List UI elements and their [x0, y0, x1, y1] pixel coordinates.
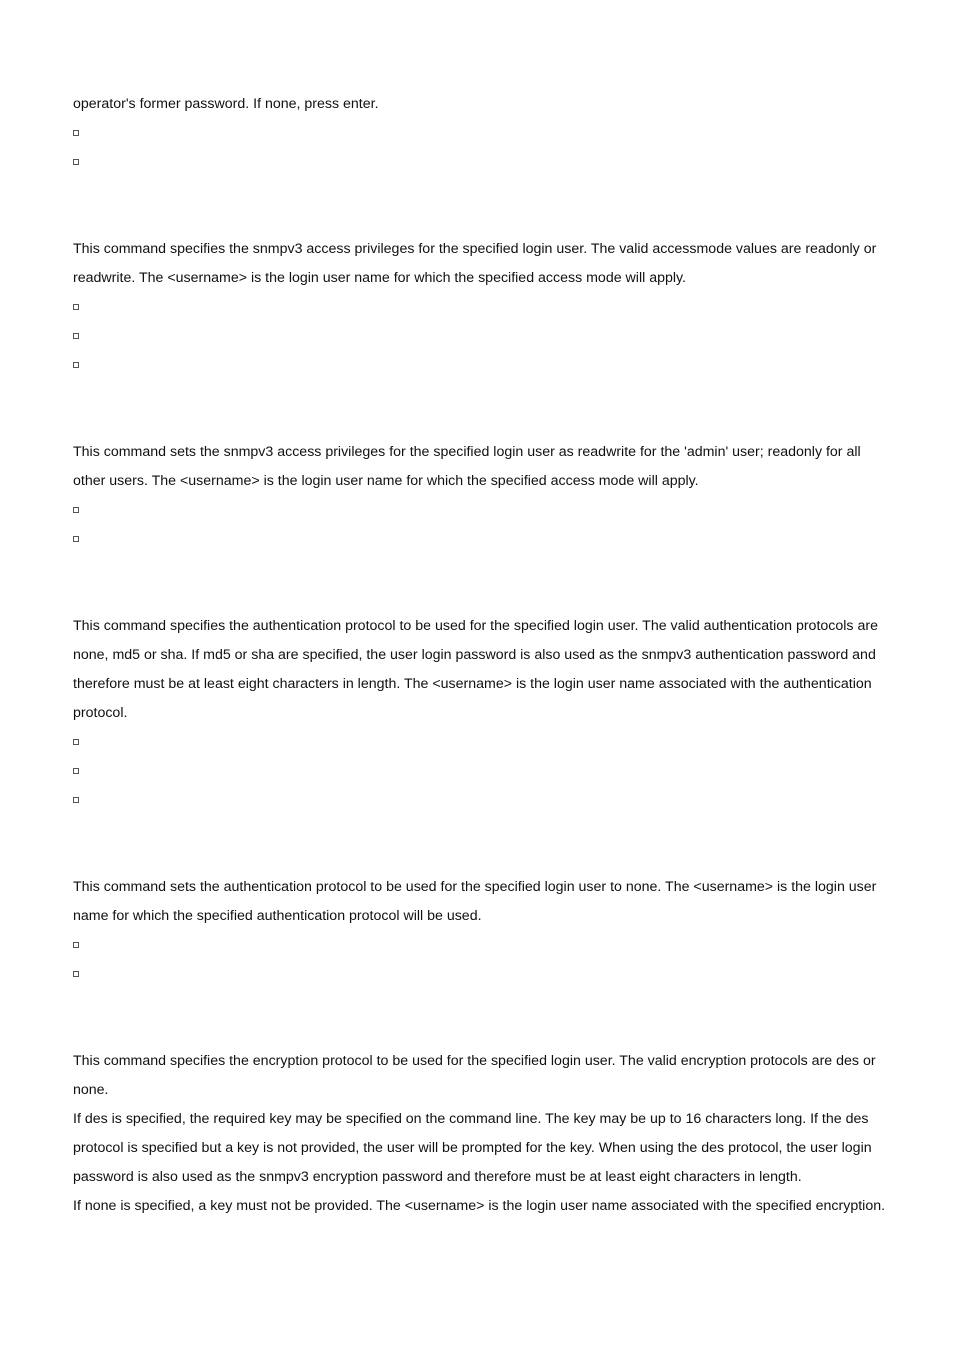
intro-paragraph: operator's former password. If none, press enter. [73, 96, 379, 112]
bullet-icon [73, 536, 79, 542]
bullet-icon [73, 768, 79, 774]
section-spacer [73, 989, 888, 1047]
list-item [73, 960, 888, 989]
bullet-icon [73, 507, 79, 513]
section-paragraph: This command specifies the encryption protocol to be used for the specified login user. The valid encryption protocols are des or none. [73, 1053, 876, 1098]
bullet-icon [73, 362, 79, 368]
bullet-icon [73, 942, 79, 948]
list-item [73, 786, 888, 815]
list-item [73, 496, 888, 525]
list-item [73, 148, 888, 177]
bullet-icon [73, 971, 79, 977]
section-paragraph: This command specifies the authentication protocol to be used for the specified login user. The valid authentication protocols are none, md5 or sha. If md5 or sha are specified, the user login password is also used as the snmpv3 authentication password and therefore must be at least eight characters in length. The <username> is the login user name associated with the authentication protocol. [73, 618, 878, 721]
list-item [73, 293, 888, 322]
section-spacer [73, 554, 888, 612]
bullet-icon [73, 159, 79, 165]
section-paragraph: This command sets the authentication protocol to be used for the specified login user to none. The <username> is the login user name for which the specified authentication protocol will be used. [73, 879, 877, 924]
section-spacer [73, 380, 888, 438]
bullet-icon [73, 797, 79, 803]
bullet-icon [73, 739, 79, 745]
list-item [73, 525, 888, 554]
section-paragraph: This command specifies the snmpv3 access privileges for the specified login user. The valid accessmode values are readonly or readwrite. The <username> is the login user name for which the specified access mode will apply. [73, 241, 877, 286]
bullet-icon [73, 130, 79, 136]
list-item [73, 119, 888, 148]
section-spacer [73, 815, 888, 873]
bullet-icon [73, 304, 79, 310]
section-paragraph: This command sets the snmpv3 access privileges for the specified login user as readwrite for the 'admin' user; readonly for all other users. The <username> is the login user name for which the specified access mode will apply. [73, 444, 861, 489]
list-item [73, 757, 888, 786]
document-page [73, 90, 888, 1221]
bullet-icon [73, 333, 79, 339]
section-spacer [73, 177, 888, 235]
section-paragraph: If none is specified, a key must not be provided. The <username> is the login user name associated with the specified encryption. [73, 1198, 886, 1214]
list-item [73, 351, 888, 380]
section-paragraph: If des is specified, the required key may be specified on the command line. The key may be up to 16 characters long. If the des protocol is specified but a key is not provided, the user will be prompted for the key. When using the des protocol, the user login password is also used as the snmpv3 encryption password and therefore must be at least eight characters in length. [73, 1111, 872, 1185]
list-item [73, 931, 888, 960]
list-item [73, 322, 888, 351]
list-item [73, 728, 888, 757]
